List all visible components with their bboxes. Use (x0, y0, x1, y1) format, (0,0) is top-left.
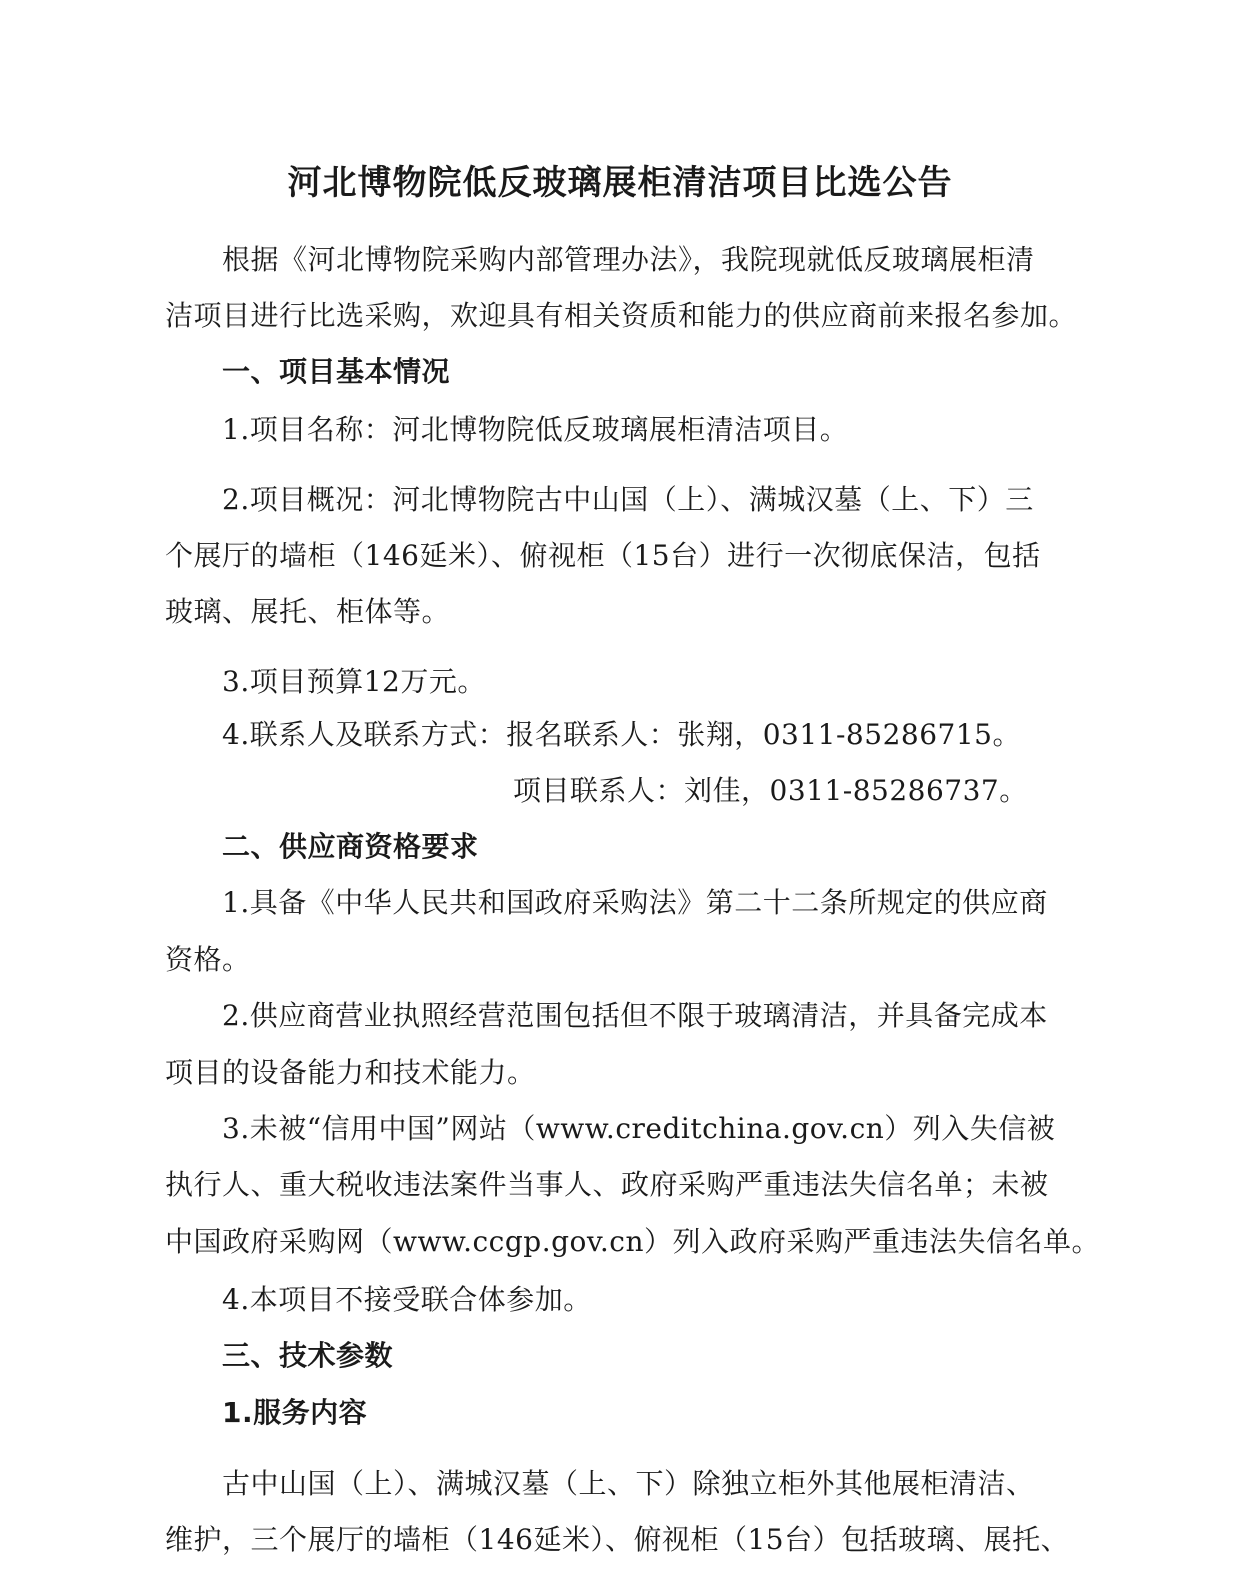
section-heading: 三、技术参数 (222, 1339, 394, 1372)
list-item: 1.具备《中华人民共和国政府采购法》第二十二条所规定的供应商 (222, 886, 1048, 919)
list-item-continuation: 项目的设备能力和技术能力。 (165, 1056, 536, 1089)
list-item: 2.项目概况：河北博物院古中山国（上）、满城汉墓（上、下）三 (222, 483, 1034, 516)
section-heading: 二、供应商资格要求 (222, 830, 479, 863)
intro-paragraph-line: 洁项目进行比选采购，欢迎具有相关资质和能力的供应商前来报名参加。 (165, 299, 1078, 332)
list-item: 4.本项目不接受联合体参加。 (222, 1283, 592, 1316)
paragraph-line: 古中山国（上）、满城汉墓（上、下）除独立柜外其他展柜清洁、 (222, 1467, 1035, 1500)
list-item-continuation: 玻璃、展托、柜体等。 (165, 595, 451, 628)
intro-paragraph-line: 根据《河北博物院采购内部管理办法》，我院现就低反玻璃展柜清 (222, 243, 1035, 276)
list-item-continuation: 执行人、重大税收违法案件当事人、政府采购严重违法失信名单；未被 (165, 1168, 1049, 1201)
subsection-heading: 1.服务内容 (222, 1396, 368, 1429)
section-heading: 一、项目基本情况 (222, 355, 451, 388)
list-item: 2.供应商营业执照经营范围包括但不限于玻璃清洁，并具备完成本 (222, 999, 1048, 1032)
contact-line: 4.联系人及联系方式：报名联系人：张翔，0311-85286715。 (222, 718, 1021, 751)
list-item-continuation: 资格。 (165, 943, 251, 976)
list-item-continuation: 中国政府采购网（www.ccgp.gov.cn）列入政府采购严重违法失信名单。 (165, 1225, 1100, 1258)
list-item-continuation: 个展厅的墙柜（146延米）、俯视柜（15台）进行一次彻底保洁，包括 (165, 539, 1041, 572)
document-title: 河北博物院低反玻璃展柜清洁项目比选公告 (287, 163, 953, 203)
list-item: 3.未被“信用中国”网站（www.creditchina.gov.cn）列入失信被 (222, 1112, 1056, 1145)
list-item: 3.项目预算12万元。 (222, 665, 486, 698)
list-item: 1.项目名称：河北博物院低反玻璃展柜清洁项目。 (222, 413, 849, 446)
paragraph-line: 维护，三个展厅的墙柜（146延米）、俯视柜（15台）包括玻璃、展托、 (165, 1523, 1070, 1556)
contact-line: 项目联系人：刘佳，0311-85286737。 (513, 774, 1028, 807)
